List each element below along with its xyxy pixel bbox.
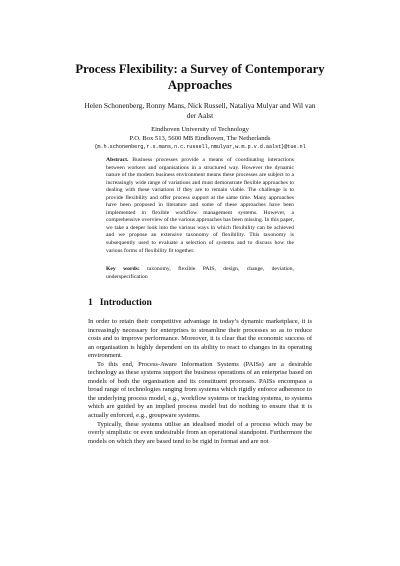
section-body bbox=[88, 318, 312, 446]
paragraph: In order to retain their competitive advantage in today’s dynamic marketplace, it is increasingly necessary for enterprises to streamline their processes so as to reduce costs and to improve performance. Moreover, it is clear that the economic success of an organisation is highly dependent on its ability to react to changes in its operating environment. bbox=[88, 318, 312, 360]
keywords-label: Key words: bbox=[106, 266, 140, 272]
section-number: 1 bbox=[88, 297, 93, 308]
author-emails: {m.h.schonenberg,r.s.mans,n.c.russell,nmulyar,w.m.p.v.d.aalst}@tue.nl bbox=[94, 144, 306, 151]
keywords bbox=[106, 266, 294, 281]
institution: Eindhoven University of Technology bbox=[151, 126, 249, 133]
postal-address: P.O. Box 513, 5600 MB Eindhoven, The Netherlands bbox=[129, 134, 271, 142]
abstract-label: Abstract. bbox=[106, 157, 129, 163]
affiliation-block bbox=[60, 126, 340, 152]
author-list: Helen Schonenberg, Ronny Mans, Nick Russell, Nataliya Mulyar and Wil van der Aalst bbox=[84, 101, 316, 120]
section-heading bbox=[88, 297, 152, 308]
abstract-text: Business processes provide a means of coordinating interactions between workers and organisations in a structured way. However the dynamic nature of the modern business environment means these processes are subject to a increasingly wide range of variations and must demonstrate flexible approaches to dealing with these variations if they are to remain viable. The challenge is to provide flexibility and offer process support at the same time. Many approaches have been proposed in literature and some of these approaches have been implemented in flexible workflow management systems. However, a comprehensive overview of the various approaches has been missing. In this paper, we take a deeper look into the various ways in which flexibility can be achieved and we propose an extensive taxonomy of flexibility. This taxonomy is subsequently used to evaluate a selection of systems and to discuss how the various forms of flexibility fit together. bbox=[106, 157, 294, 254]
keywords-text: taxonomy, flexible PAIS, design, change, deviation, underspecification bbox=[106, 266, 294, 280]
paragraph: Typically, these systems utilise an idealised model of a process which may be overly simplistic or even undesirable from an operational standpoint. Furthermore the models on which they are based tend to be rigid in format and are not bbox=[88, 420, 312, 445]
paragraph: To this end, Process-Aware Information Systems (PAISs) are a desirable technology as these systems support the business operations of an enterprise based on models of both the organisation and its constituent processes. PAISs encompass a broad range of technologies ranging from systems which rigidly enforce adherence to the underlying process model, e.g., workflow systems or tracking systems, to systems which are guided by an implied process model but do nothing to ensure that it is actually enforced, e.g., groupware systems. bbox=[88, 360, 312, 420]
paper-title: Process Flexibility: a Survey of Contemporary Approaches bbox=[75, 62, 325, 92]
abstract bbox=[106, 157, 294, 255]
section-title: Introduction bbox=[99, 297, 152, 308]
